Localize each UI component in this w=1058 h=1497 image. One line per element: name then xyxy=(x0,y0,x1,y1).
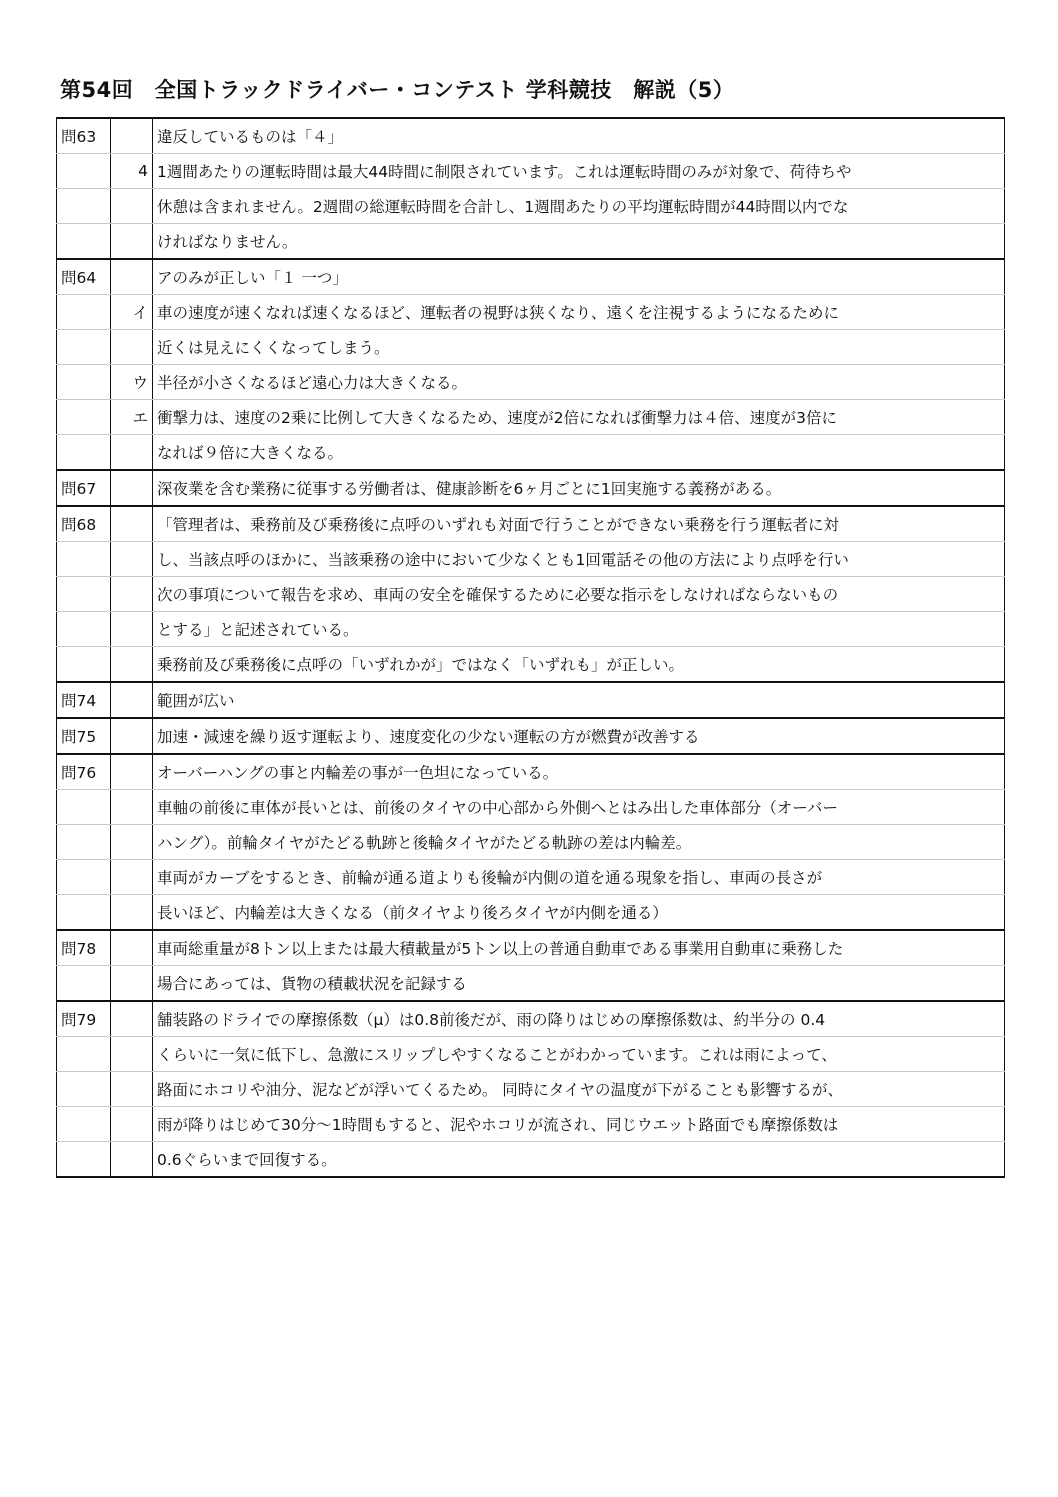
sub-item-label xyxy=(111,506,153,542)
sub-item-label: ウ xyxy=(111,365,153,400)
question-number xyxy=(57,542,111,577)
explanation-text: 乗務前及び乗務後に点呼の「いずれかが」ではなく「いずれも」が正しい。 xyxy=(153,647,1005,683)
question-number xyxy=(57,647,111,683)
continuation-row xyxy=(57,224,1005,260)
explanation-text: とする」と記述されている。 xyxy=(153,612,1005,647)
sub-item-label xyxy=(111,825,153,860)
explanation-text: 長いほど、内輪差は大きくなる（前タイヤより後ろタイヤが内側を通る） xyxy=(153,895,1005,931)
sub-item-label xyxy=(111,966,153,1002)
sub-item-label xyxy=(111,754,153,790)
answer-table xyxy=(56,117,1005,1178)
question-number: 問68 xyxy=(57,506,111,542)
continuation-row xyxy=(57,860,1005,895)
question-number: 問79 xyxy=(57,1001,111,1037)
continuation-row xyxy=(57,1037,1005,1072)
question-number xyxy=(57,330,111,365)
explanation-text: 雨が降りはじめて30分～1時間もすると、泥やホコリが流され、同じウエット路面でも摩擦係数は xyxy=(153,1107,1005,1142)
question-row xyxy=(57,682,1005,718)
question-number xyxy=(57,825,111,860)
continuation-row xyxy=(57,154,1005,189)
sub-item-label xyxy=(111,470,153,506)
continuation-row xyxy=(57,895,1005,931)
sub-item-label: 4 xyxy=(111,154,153,189)
sub-item-label xyxy=(111,1072,153,1107)
explanation-text: 車両総重量が8トン以上または最大積載量が5トン以上の普通自動車である事業用自動車に乗務した xyxy=(153,930,1005,966)
explanation-text: 車の速度が速くなれば速くなるほど、運転者の視野は狭くなり、遠くを注視するようになるために xyxy=(153,295,1005,330)
sub-item-label: イ xyxy=(111,295,153,330)
question-number xyxy=(57,860,111,895)
continuation-row xyxy=(57,295,1005,330)
question-number xyxy=(57,612,111,647)
explanation-text: 舗装路のドライでの摩擦係数（μ）は0.8前後だが、雨の降りはじめの摩擦係数は、約半分の 0.4 xyxy=(153,1001,1005,1037)
explanation-text: 車軸の前後に車体が長いとは、前後のタイヤの中心部から外側へとはみ出した車体部分（オーバー xyxy=(153,790,1005,825)
sub-item-label xyxy=(111,189,153,224)
explanation-text: ハング）。前輪タイヤがたどる軌跡と後輪タイヤがたどる軌跡の差は内輪差。 xyxy=(153,825,1005,860)
question-number: 問67 xyxy=(57,470,111,506)
question-number xyxy=(57,154,111,189)
continuation-row xyxy=(57,365,1005,400)
question-row xyxy=(57,506,1005,542)
question-number xyxy=(57,1072,111,1107)
question-row xyxy=(57,1001,1005,1037)
sub-item-label xyxy=(111,542,153,577)
question-number xyxy=(57,895,111,931)
continuation-row xyxy=(57,330,1005,365)
continuation-row xyxy=(57,1142,1005,1178)
sub-item-label xyxy=(111,1001,153,1037)
question-number: 問63 xyxy=(57,118,111,154)
sub-item-label xyxy=(111,577,153,612)
question-row xyxy=(57,930,1005,966)
page-title: 第54回 全国トラックドライバー・コンテスト 学科競技 解説（5） xyxy=(60,78,735,102)
question-number: 問64 xyxy=(57,259,111,295)
explanation-text: 休憩は含まれません。2週間の総運転時間を合計し、1週間あたりの平均運転時間が44時間以内でな xyxy=(153,189,1005,224)
explanation-text: 半径が小さくなるほど遠心力は大きくなる。 xyxy=(153,365,1005,400)
question-number xyxy=(57,790,111,825)
question-row xyxy=(57,118,1005,154)
continuation-row xyxy=(57,189,1005,224)
question-number xyxy=(57,224,111,260)
explanation-text: 1週間あたりの運転時間は最大44時間に制限されています。これは運転時間のみが対象で、荷待ちや xyxy=(153,154,1005,189)
question-row xyxy=(57,470,1005,506)
question-number xyxy=(57,577,111,612)
question-number xyxy=(57,295,111,330)
sub-item-label xyxy=(111,224,153,260)
sub-item-label xyxy=(111,435,153,471)
continuation-row xyxy=(57,542,1005,577)
explanation-text: 「管理者は、乗務前及び乗務後に点呼のいずれも対面で行うことができない乗務を行う運転者に対 xyxy=(153,506,1005,542)
question-row xyxy=(57,259,1005,295)
explanation-text: 場合にあっては、貨物の積載状況を記録する xyxy=(153,966,1005,1002)
question-number xyxy=(57,435,111,471)
sub-item-label xyxy=(111,612,153,647)
explanation-text: 0.6ぐらいまで回復する。 xyxy=(153,1142,1005,1178)
explanation-text: 違反しているものは「４」 xyxy=(153,118,1005,154)
continuation-row xyxy=(57,577,1005,612)
continuation-row xyxy=(57,612,1005,647)
question-number xyxy=(57,1107,111,1142)
explanation-text: くらいに一気に低下し、急激にスリップしやすくなることがわかっています。これは雨によって、 xyxy=(153,1037,1005,1072)
question-number: 問75 xyxy=(57,718,111,754)
question-number: 問74 xyxy=(57,682,111,718)
question-number: 問78 xyxy=(57,930,111,966)
continuation-row xyxy=(57,400,1005,435)
continuation-row xyxy=(57,1107,1005,1142)
explanation-text: 路面にホコリや油分、泥などが浮いてくるため。 同時にタイヤの温度が下がることも影響するが、 xyxy=(153,1072,1005,1107)
sub-item-label: エ xyxy=(111,400,153,435)
explanation-text: 範囲が広い xyxy=(153,682,1005,718)
explanation-text: 近くは見えにくくなってしまう。 xyxy=(153,330,1005,365)
explanation-text: し、当該点呼のほかに、当該乗務の途中において少なくとも1回電話その他の方法により点呼を行い xyxy=(153,542,1005,577)
explanation-text: ければなりません。 xyxy=(153,224,1005,260)
question-number xyxy=(57,365,111,400)
question-number xyxy=(57,1142,111,1178)
sub-item-label xyxy=(111,259,153,295)
question-number xyxy=(57,966,111,1002)
question-number: 問76 xyxy=(57,754,111,790)
sub-item-label xyxy=(111,118,153,154)
explanation-text: アのみが正しい「１ 一つ」 xyxy=(153,259,1005,295)
continuation-row xyxy=(57,647,1005,683)
explanation-text: 加速・減速を繰り返す運転より、速度変化の少ない運転の方が燃費が改善する xyxy=(153,718,1005,754)
question-row xyxy=(57,754,1005,790)
sub-item-label xyxy=(111,1142,153,1178)
continuation-row xyxy=(57,435,1005,471)
explanation-text: 深夜業を含む業務に従事する労働者は、健康診断を6ヶ月ごとに1回実施する義務がある。 xyxy=(153,470,1005,506)
continuation-row xyxy=(57,790,1005,825)
question-number xyxy=(57,1037,111,1072)
explanation-text: オーバーハングの事と内輪差の事が一色坦になっている。 xyxy=(153,754,1005,790)
sub-item-label xyxy=(111,330,153,365)
continuation-row xyxy=(57,825,1005,860)
explanation-text: 衝撃力は、速度の2乗に比例して大きくなるため、速度が2倍になれば衝撃力は４倍、速度が3倍に xyxy=(153,400,1005,435)
sub-item-label xyxy=(111,1107,153,1142)
sub-item-label xyxy=(111,718,153,754)
sub-item-label xyxy=(111,895,153,931)
question-number xyxy=(57,189,111,224)
explanation-text: なれば９倍に大きくなる。 xyxy=(153,435,1005,471)
continuation-row xyxy=(57,1072,1005,1107)
sub-item-label xyxy=(111,682,153,718)
sub-item-label xyxy=(111,790,153,825)
continuation-row xyxy=(57,966,1005,1002)
sub-item-label xyxy=(111,647,153,683)
explanation-text: 次の事項について報告を求め、車両の安全を確保するために必要な指示をしなければならないもの xyxy=(153,577,1005,612)
answer-table-body xyxy=(57,118,1005,1177)
sub-item-label xyxy=(111,860,153,895)
explanation-text: 車両がカーブをするとき、前輪が通る道よりも後輪が内側の道を通る現象を指し、車両の長さが xyxy=(153,860,1005,895)
question-number xyxy=(57,400,111,435)
sub-item-label xyxy=(111,930,153,966)
sub-item-label xyxy=(111,1037,153,1072)
question-row xyxy=(57,718,1005,754)
